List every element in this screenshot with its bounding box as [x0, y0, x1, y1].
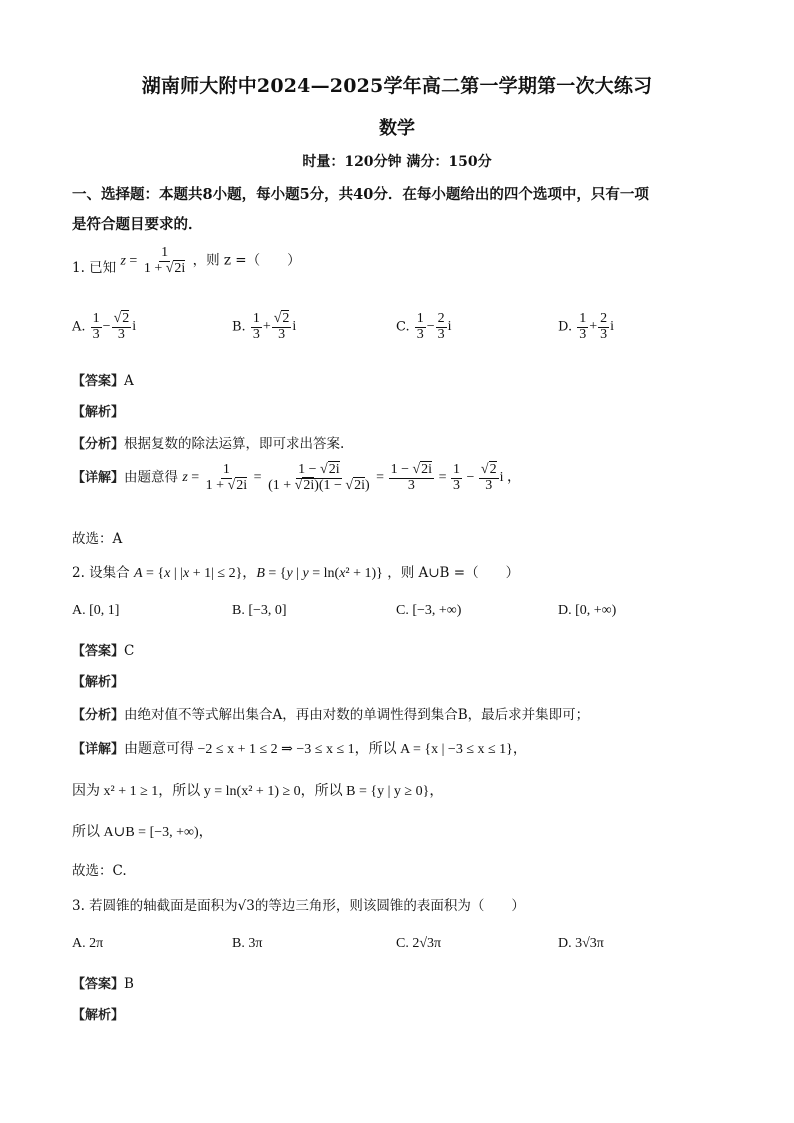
- q1-answer: 【答案】A: [72, 373, 134, 389]
- exam-meta: 时量：120分钟 满分：150分: [302, 154, 492, 170]
- exam-title: 湖南师大附中2024—2025学年高二第一学期第一次大练习: [141, 75, 653, 97]
- q2-option-a: A. [0, 1]: [72, 603, 120, 618]
- q1-fenxi: 【分析】根据复数的除法运算，即可求出答案.: [72, 436, 345, 452]
- q1-conclusion: 故选：A: [72, 531, 123, 547]
- q2-option-c: C. [−3, +∞): [396, 603, 462, 618]
- q1-option-a: A. $\frac{1}{3}$ − $\frac{√2}{3}$ i: [72, 311, 137, 342]
- subject-title: 数学: [379, 118, 415, 139]
- q2-stem: 2. 设集合 A = {x | |x + 1| ≤ 2}，B = {y | y = ln(x² + 1)} ，则 A∪B =（ ）: [72, 565, 520, 581]
- q3-option-a: A. 2π: [72, 936, 104, 951]
- q2-fenxi: 【分析】由绝对值不等式解出集合A，再由对数的单调性得到集合B，最后求并集即可；: [72, 707, 590, 723]
- q2-analysis-label: 【解析】: [72, 675, 125, 690]
- q3-answer: 【答案】B: [72, 976, 134, 992]
- q1-detail: 【详解】由题意得 z = $\frac{1}{1 + √2i}$ = $\frac{1 - √2i}{(1 + √2i)(1 - √2i)}$ = $\frac{1 - √2i}{3}$ = $\frac{1}{3}$ − $\frac{√2}{3}$ i ，: [72, 462, 521, 493]
- q3-analysis-label: 【解析】: [72, 1008, 125, 1023]
- q3-option-d: D. 3√3π: [558, 936, 604, 951]
- q3-stem: 3. 若圆锥的轴截面是面积为√3的等边三角形，则该圆锥的表面积为（ ）: [72, 898, 525, 914]
- q3-option-c: C. 2√3π: [396, 936, 442, 951]
- q2-detail-1: 【详解】由题意可得 −2 ≤ x + 1 ≤ 2 ⇒ −3 ≤ x ≤ 1，所以 A = {x | −3 ≤ x ≤ 1}，: [72, 742, 527, 757]
- q1-option-b: B. $\frac{1}{3}$ + $\frac{√2}{3}$ i: [232, 311, 297, 342]
- q2-detail-2: 因为 x² + 1 ≥ 1，所以 y = ln(x² + 1) ≥ 0，所以 B = {y | y ≥ 0}，: [72, 784, 444, 799]
- q1-stem: 1. 已知 z = $\frac{1}{1 + √2i}$ ，则 z =（ ）: [72, 245, 301, 277]
- q2-answer: 【答案】C: [72, 643, 135, 659]
- q2-option-d: D. [0, +∞): [558, 603, 617, 618]
- section-instruction-line1: 一、选择题：本题共8小题，每小题5分，共40分．在每小题给出的四个选项中，只有一项: [72, 186, 649, 203]
- q2-detail-3: 所以 A∪B = [−3, +∞)，: [72, 825, 213, 840]
- q1-option-c: C. $\frac{1}{3}$ − $\frac{2}{3}$ i: [396, 311, 452, 342]
- q2-option-b: B. [−3, 0]: [232, 603, 287, 618]
- section-instruction-line2: 是符合题目要求的．: [72, 216, 203, 233]
- q3-option-b: B. 3π: [232, 936, 263, 951]
- q2-conclusion: 故选：C.: [72, 863, 127, 879]
- q1-analysis-label: 【解析】: [72, 405, 125, 420]
- q1-option-d: D. $\frac{1}{3}$ + $\frac{2}{3}$ i: [558, 311, 615, 342]
